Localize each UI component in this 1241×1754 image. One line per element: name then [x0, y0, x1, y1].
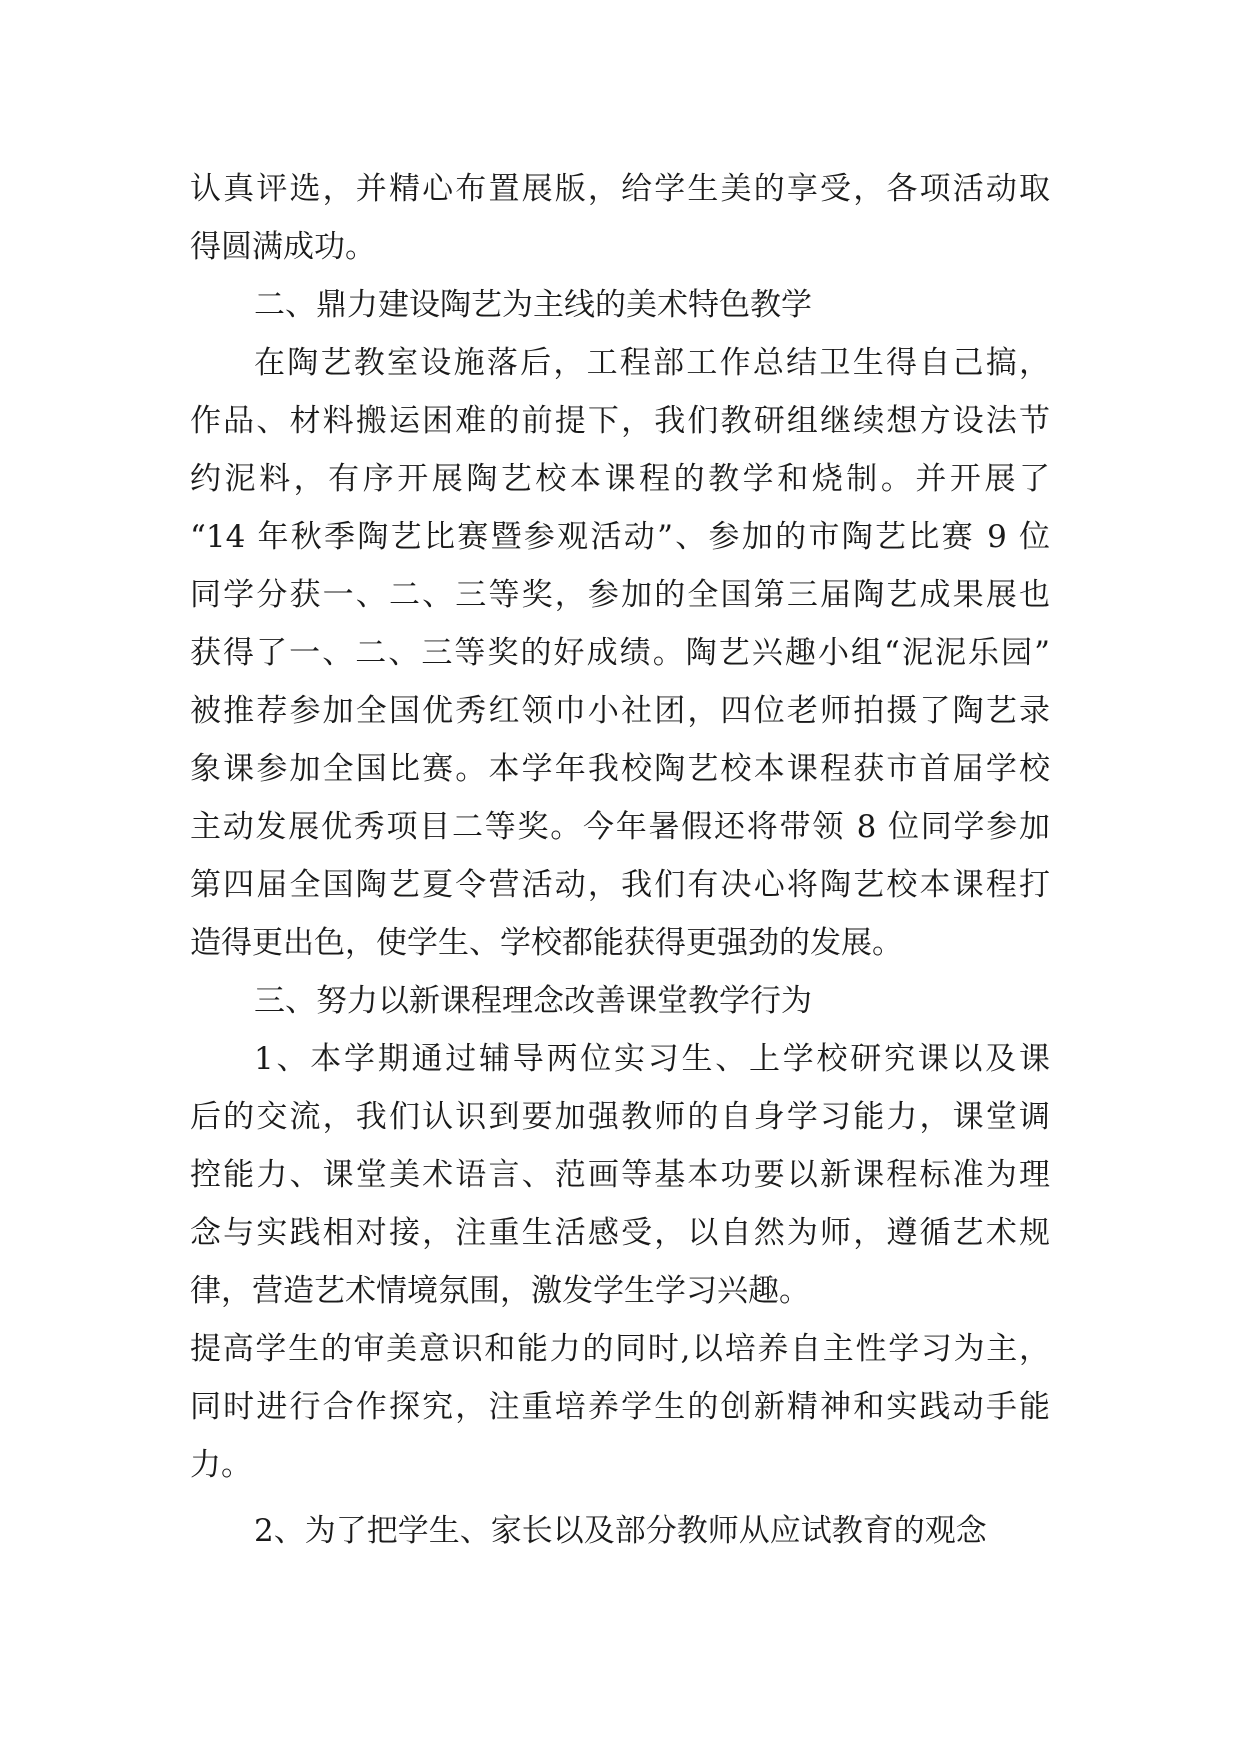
text-line: 力。 [190, 1447, 252, 1483]
text-line: 提高学生的审美意识和能力的同时,以培养自主性学习为主， [190, 1331, 1050, 1367]
section-heading: 三、努力以新课程理念改善课堂教学行为 [254, 983, 812, 1019]
text-line: 得圆满成功。 [190, 229, 376, 265]
text-line: 造得更出色，使学生、学校都能获得更强劲的发展。 [190, 925, 903, 961]
text-line: 同学分获一、二、三等奖，参加的全国第三届陶艺成果展也 [190, 577, 1050, 613]
text-line: 同时进行合作探究，注重培养学生的创新精神和实践动手能 [190, 1389, 1050, 1425]
body-text [190, 160, 1050, 1560]
section-heading: 二、鼎力建设陶艺为主线的美术特色教学 [254, 287, 812, 323]
text-line: 2、为了把学生、家长以及部分教师从应试教育的观念 [254, 1513, 987, 1549]
text-line: 象课参加全国比赛。本学年我校陶艺校本课程获市首届学校 [190, 751, 1050, 787]
text-line: 后的交流，我们认识到要加强教师的自身学习能力，课堂调 [190, 1099, 1050, 1135]
text-line: 1、本学期通过辅导两位实习生、上学校研究课以及课 [254, 1041, 1050, 1077]
text-line: 被推荐参加全国优秀红领巾小社团，四位老师拍摄了陶艺录 [190, 693, 1050, 729]
text-line: 控能力、课堂美术语言、范画等基本功要以新课程标准为理 [190, 1157, 1050, 1193]
text-line: 获得了一、二、三等奖的好成绩。陶艺兴趣小组“泥泥乐园” [190, 635, 1050, 671]
text-line: 在陶艺教室设施落后，工程部工作总结卫生得自己搞， [254, 345, 1050, 381]
text-line: 约泥料，有序开展陶艺校本课程的教学和烧制。并开展了 [190, 461, 1050, 497]
text-line: 律，营造艺术情境氛围，激发学生学习兴趣。 [190, 1273, 810, 1309]
text-line: 作品、材料搬运困难的前提下，我们教研组继续想方设法节 [190, 403, 1050, 439]
text-line: 主动发展优秀项目二等奖。今年暑假还将带领 8 位同学参加 [190, 809, 1050, 845]
text-line: 念与实践相对接，注重生活感受，以自然为师，遵循艺术规 [190, 1215, 1050, 1251]
text-line: 第四届全国陶艺夏令营活动，我们有决心将陶艺校本课程打 [190, 867, 1050, 903]
text-line: “14 年秋季陶艺比赛暨参观活动”、参加的市陶艺比赛 9 位 [190, 519, 1050, 555]
text-line: 认真评选，并精心布置展版，给学生美的享受，各项活动取 [190, 171, 1050, 207]
